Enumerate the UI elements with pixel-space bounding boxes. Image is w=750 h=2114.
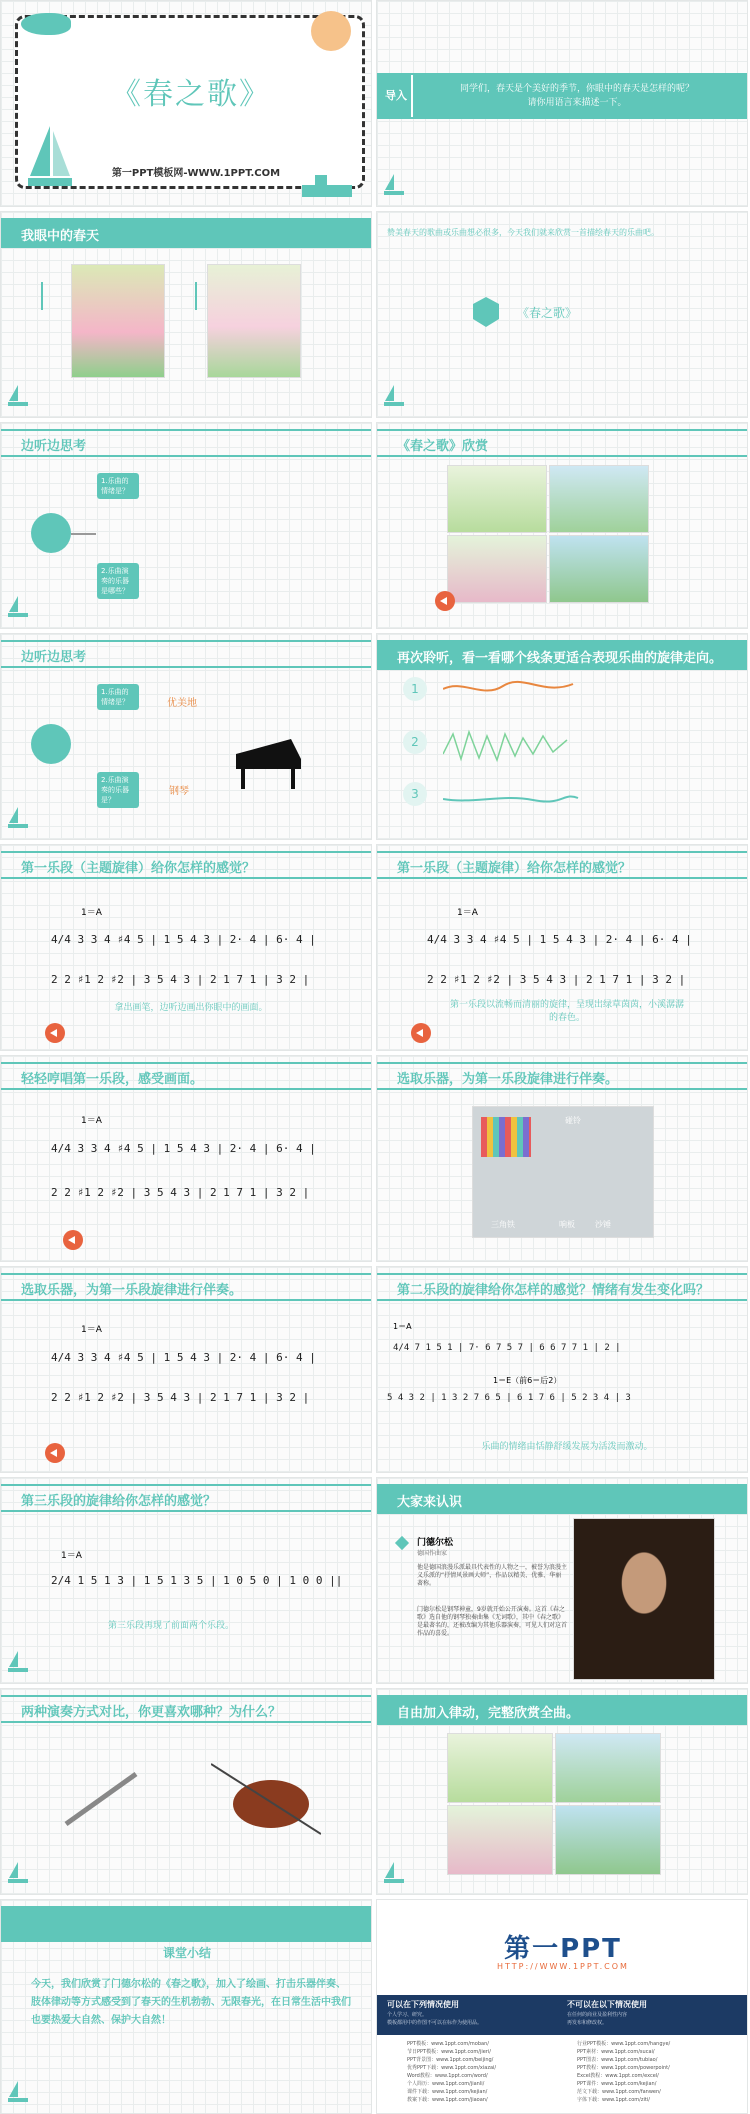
- slide-title: 轻轻哼唱第一乐段，感受画面。: [21, 1072, 204, 1087]
- connector: [71, 533, 96, 535]
- summary-banner: [1, 1906, 372, 1942]
- melody-lines: [443, 674, 603, 824]
- slide-title: 大家来认识: [397, 1495, 463, 1510]
- slide-title: 边听边思考: [21, 650, 87, 665]
- option-3-badge[interactable]: 3: [403, 782, 427, 806]
- link[interactable]: PPT素材：www.1ppt.com/sucai/: [577, 2049, 655, 2055]
- boat-icon: [7, 805, 29, 829]
- slide-10-theme-answer[interactable]: [376, 844, 748, 1051]
- divider: [411, 75, 413, 117]
- accent-line: [195, 282, 197, 310]
- brand-url[interactable]: HTTP://WWW.1PPT.COM: [497, 1962, 629, 1971]
- score-line-1: 4/4 3 3 4 ♯4 5 | 1 5 4 3 | 2· 4 | 6· 4 |: [51, 1351, 316, 1364]
- slide-19-summary[interactable]: [0, 1899, 372, 2114]
- links-left: [407, 2040, 557, 2104]
- bird-icon: [21, 13, 71, 35]
- score-line-1: 4/4 3 3 4 ♯4 5 | 1 5 4 3 | 2· 4 | 6· 4 |: [427, 933, 692, 946]
- slide-13-accompany[interactable]: [0, 1266, 372, 1473]
- slide-12-instruments[interactable]: [376, 1055, 748, 1262]
- slide-3-my-spring[interactable]: [0, 211, 372, 418]
- slide-18-movement[interactable]: [376, 1688, 748, 1895]
- slide-5-listen-think[interactable]: [0, 422, 372, 629]
- scene-3: [447, 1805, 553, 1875]
- center-circle: [31, 513, 71, 553]
- boat-icon: [383, 383, 405, 407]
- slide-20-credits[interactable]: [376, 1899, 748, 2114]
- scene-4: [549, 535, 649, 603]
- boat-icon: [383, 172, 405, 196]
- slide-16-composer[interactable]: [376, 1477, 748, 1684]
- summary-title: 课堂小结: [162, 1946, 211, 1960]
- sun-icon: [311, 11, 351, 51]
- question-box-1: 1.乐曲的情绪是？: [97, 473, 139, 499]
- slide-9-theme[interactable]: [0, 844, 372, 1051]
- slide-title: 选取乐器，为第一乐段旋律进行伴奏。: [21, 1283, 243, 1298]
- spring-painting-2: [207, 264, 301, 378]
- speaker-icon[interactable]: [45, 1023, 65, 1043]
- score-line-2: 2 2 ♯1 2 ♯2 | 3 5 4 3 | 2 1 7 1 | 3 2 |: [427, 973, 686, 986]
- link[interactable]: 课件下载：www.1ppt.com/kejian/: [407, 2089, 488, 2095]
- link[interactable]: 教案下载：www.1ppt.com/jiaoan/: [407, 2097, 488, 2103]
- allowed-item-2: 模板都用中的作图不可以在标作为使用品。: [387, 2020, 483, 2026]
- composer-para-2: 门德尔松是钢琴神童，9岁就开始公开演奏。这首《春之歌》选自他的钢琴独奏曲集《无词歌》，其中《春之歌》是最著名的，还被改编为其他乐器演奏，可见人们对这首作品的喜爱。: [417, 1606, 568, 1637]
- links-right: [577, 2040, 727, 2104]
- spring-painting-1: [71, 264, 165, 378]
- slide-title: 边听边思考: [21, 439, 87, 454]
- link[interactable]: PPT图表：www.1ppt.com/tubiao/: [577, 2057, 658, 2063]
- boat-icon: [7, 1860, 29, 1884]
- answer-2: 钢琴: [169, 786, 189, 797]
- score-line-2: 2 2 ♯1 2 ♯2 | 3 5 4 3 | 2 1 7 1 | 3 2 |: [51, 1186, 310, 1199]
- link[interactable]: 字体下载：www.1ppt.com/ziti/: [577, 2097, 650, 2103]
- slide-title: 自由加入律动，完整欣赏全曲。: [397, 1706, 580, 1721]
- site-url: 第一PPT模板网-WWW.1PPT.COM: [111, 168, 281, 179]
- boat-icon: [7, 594, 29, 618]
- score-line-1: 2/4 1 5 1 3 | 1 5 1 3 5 | 1 0 5 0 | 1 0 0 ||: [51, 1574, 343, 1587]
- composer-subtitle: 德国作曲家: [417, 1550, 448, 1557]
- slide-6-appreciation[interactable]: [376, 422, 748, 629]
- boat-icon: [7, 383, 29, 407]
- scene-1: [447, 465, 547, 533]
- slide-title: 选取乐器，为第一乐段旋律进行伴奏。: [397, 1072, 619, 1087]
- scene-2: [549, 465, 649, 533]
- bullet-icon: [395, 1536, 409, 1550]
- xylophone-icon: [481, 1117, 531, 1157]
- intro-text: 赞美春天的歌曲或乐曲想必很多，今天我们就来欣赏一首描绘春天的乐曲吧。: [387, 228, 659, 237]
- slide-11-hum[interactable]: [0, 1055, 372, 1262]
- sailboat-icon: [25, 121, 75, 196]
- question-box-1: 1.乐曲的情绪是？: [97, 684, 139, 710]
- label-3: 响板: [559, 1220, 575, 1229]
- slide-title: 第一乐段（主题旋律）给你怎样的感觉？: [21, 861, 256, 876]
- song-title: 《春之歌》: [517, 306, 578, 320]
- score-line-1: 4/4 3 3 4 ♯4 5 | 1 5 4 3 | 2· 4 | 6· 4 |: [51, 933, 316, 946]
- key-signature: 1＝A: [457, 908, 478, 918]
- link[interactable]: PPT背景图：www.1ppt.com/beijing/: [407, 2057, 494, 2063]
- caption: 第三乐段再现了前面两个乐段。: [107, 1621, 234, 1631]
- allowed-heading: 可以在下列情况使用: [387, 2000, 459, 2009]
- key-signature-2: 1＝E（前6＝后2）: [493, 1376, 562, 1385]
- allowed-item-1: 个人学习、研究。: [387, 2012, 428, 2018]
- slide-title: 第三乐段的旋律给你怎样的感觉？: [21, 1494, 217, 1509]
- link[interactable]: 个人简历：www.1ppt.com/jianli/: [407, 2081, 485, 2087]
- forbidden-item-1: 在任何的商业及盈利性内容: [567, 2012, 628, 2018]
- key-signature: 1＝A: [61, 1551, 82, 1561]
- boat-icon: [7, 2079, 29, 2103]
- link[interactable]: PPT模板：www.1ppt.com/moban/: [407, 2041, 489, 2047]
- composer-name: 门德尔松: [417, 1538, 454, 1548]
- key-signature: 1＝A: [81, 1325, 102, 1335]
- scene-2: [555, 1733, 661, 1803]
- label-1: 碰铃: [565, 1116, 581, 1125]
- label-2: 三角铁: [491, 1220, 515, 1229]
- slide-15-section-three[interactable]: [0, 1477, 372, 1684]
- intro-question-1: 同学们，春天是个美好的季节，你眼中的春天是怎样的呢？: [459, 84, 694, 94]
- speaker-icon[interactable]: [411, 1023, 431, 1043]
- intro-question-2: 请你用语言来描述一下。: [527, 98, 627, 108]
- link[interactable]: 优秀PPT下载：www.1ppt.com/xiazai/: [407, 2065, 497, 2071]
- score-line-2: 2 2 ♯1 2 ♯2 | 3 5 4 3 | 2 1 7 1 | 3 2 |: [51, 973, 310, 986]
- piano-icon: [231, 734, 306, 794]
- scene-3: [447, 535, 547, 603]
- slide-7-listen-answer[interactable]: [0, 633, 372, 840]
- summary-body: 今天，我们欣赏了门德尔松的《春之歌》，加入了绘画、打击乐器伴奏、肢体律动等方式感受到了春天的生机勃勃、无限春光，在日常生活中我们也要热爱大自然、保护大自然！: [31, 1979, 351, 2026]
- scene-4: [555, 1805, 661, 1875]
- slide-title: 第二乐段的旋律给你怎样的感觉？情绪有发生变化吗？: [397, 1283, 710, 1298]
- question-box-2: 2.乐曲演奏的乐器是哪些？: [97, 563, 139, 599]
- violin-icon: [211, 1759, 321, 1839]
- slide-title: 《春之歌》欣赏: [397, 439, 489, 454]
- link[interactable]: PPT教程：www.1ppt.com/powerpoint/: [577, 2065, 670, 2071]
- instruments-photo: [472, 1106, 654, 1238]
- slide-4-song-intro[interactable]: [376, 211, 748, 418]
- link[interactable]: 节日PPT模板：www.1ppt.com/jieri/: [407, 2049, 491, 2055]
- accent-line: [41, 282, 43, 310]
- composer-para-1: 他是德国浪漫乐派最具代表性的人物之一，被誉为浪漫主义乐派的“抒情风景画大师”，作品以精美、优雅、华丽著称。: [417, 1564, 568, 1587]
- boat-icon: [383, 1860, 405, 1884]
- speaker-icon[interactable]: [45, 1443, 65, 1463]
- steamboat-icon: [297, 171, 357, 201]
- hexagon-icon: [473, 297, 499, 327]
- intro-tag: 导入: [385, 89, 407, 102]
- flute-icon: [61, 1769, 141, 1829]
- center-circle: [31, 724, 71, 764]
- link[interactable]: 行业PPT模板：www.1ppt.com/hangye/: [577, 2041, 671, 2047]
- caption: 乐曲的情绪由恬静舒缓发展为活泼而激动。: [481, 1442, 653, 1452]
- slide-1-cover[interactable]: [0, 0, 372, 207]
- score-line-1: 4/4 3 3 4 ♯4 5 | 1 5 4 3 | 2· 4 | 6· 4 |: [51, 1142, 316, 1155]
- usage-panel: [377, 1995, 748, 2035]
- caption: 拿出画笔，边听边画出你眼中的画面。: [114, 1003, 268, 1013]
- composer-portrait: [573, 1518, 715, 1680]
- brand-logo: 第一PPT: [504, 1934, 622, 1964]
- slide-title: 第一乐段（主题旋律）给你怎样的感觉？: [397, 861, 632, 876]
- key-signature: 1＝A: [81, 908, 102, 918]
- question-box-2: 2.乐曲演奏的乐器是？: [97, 772, 139, 808]
- key-signature-1: 1＝A: [393, 1322, 412, 1331]
- link[interactable]: 范文下载：www.1ppt.com/fanwen/: [577, 2089, 661, 2095]
- boat-icon: [7, 1649, 29, 1673]
- scene-1: [447, 1733, 553, 1803]
- slide-2-intro[interactable]: [376, 0, 748, 207]
- option-2-badge[interactable]: 2: [403, 730, 427, 754]
- answer-1: 优美地: [167, 698, 197, 709]
- link[interactable]: Excel教程：www.1ppt.com/excel/: [577, 2073, 659, 2079]
- speaker-icon[interactable]: [435, 591, 455, 611]
- forbidden-item-2: 再发布和修改权。: [567, 2020, 608, 2026]
- score-line-2: 5 4 3 2 | 1 3 2 7 6 5 | 6 1 7 6 | 5 2 3 4 | 3: [387, 1393, 631, 1403]
- label-4: 沙锤: [595, 1220, 611, 1229]
- link[interactable]: Word教程：www.1ppt.com/word/: [407, 2073, 488, 2079]
- slide-17-compare[interactable]: [0, 1688, 372, 1895]
- slide-title: 两种演奏方式对比，你更喜欢哪种？为什么？: [21, 1705, 282, 1720]
- option-1-badge[interactable]: 1: [403, 677, 427, 701]
- link[interactable]: PPT课件：www.1ppt.com/kejian/: [577, 2081, 657, 2087]
- slide-title: 我眼中的春天: [21, 229, 100, 244]
- speaker-icon[interactable]: [63, 1230, 83, 1250]
- forbidden-heading: 不可以在以下情况使用: [567, 2000, 647, 2009]
- caption: 第一乐段以流畅而清丽的旋律，呈现出绿草茵茵，小溪潺潺的春色。: [449, 1000, 684, 1023]
- score-line-1: 4/4 7 1 5 1 | 7· 6 7 5 7 | 6 6 7 7 1 | 2 |: [393, 1343, 621, 1353]
- slide-title: 再次聆听，看一看哪个线条更适合表现乐曲的旋律走向。: [397, 651, 723, 666]
- score-line-2: 2 2 ♯1 2 ♯2 | 3 5 4 3 | 2 1 7 1 | 3 2 |: [51, 1391, 310, 1404]
- page-title: 《春之歌》: [111, 77, 271, 112]
- key-signature: 1＝A: [81, 1116, 102, 1126]
- slide-8-lines[interactable]: [376, 633, 748, 840]
- slide-14-section-two[interactable]: [376, 1266, 748, 1473]
